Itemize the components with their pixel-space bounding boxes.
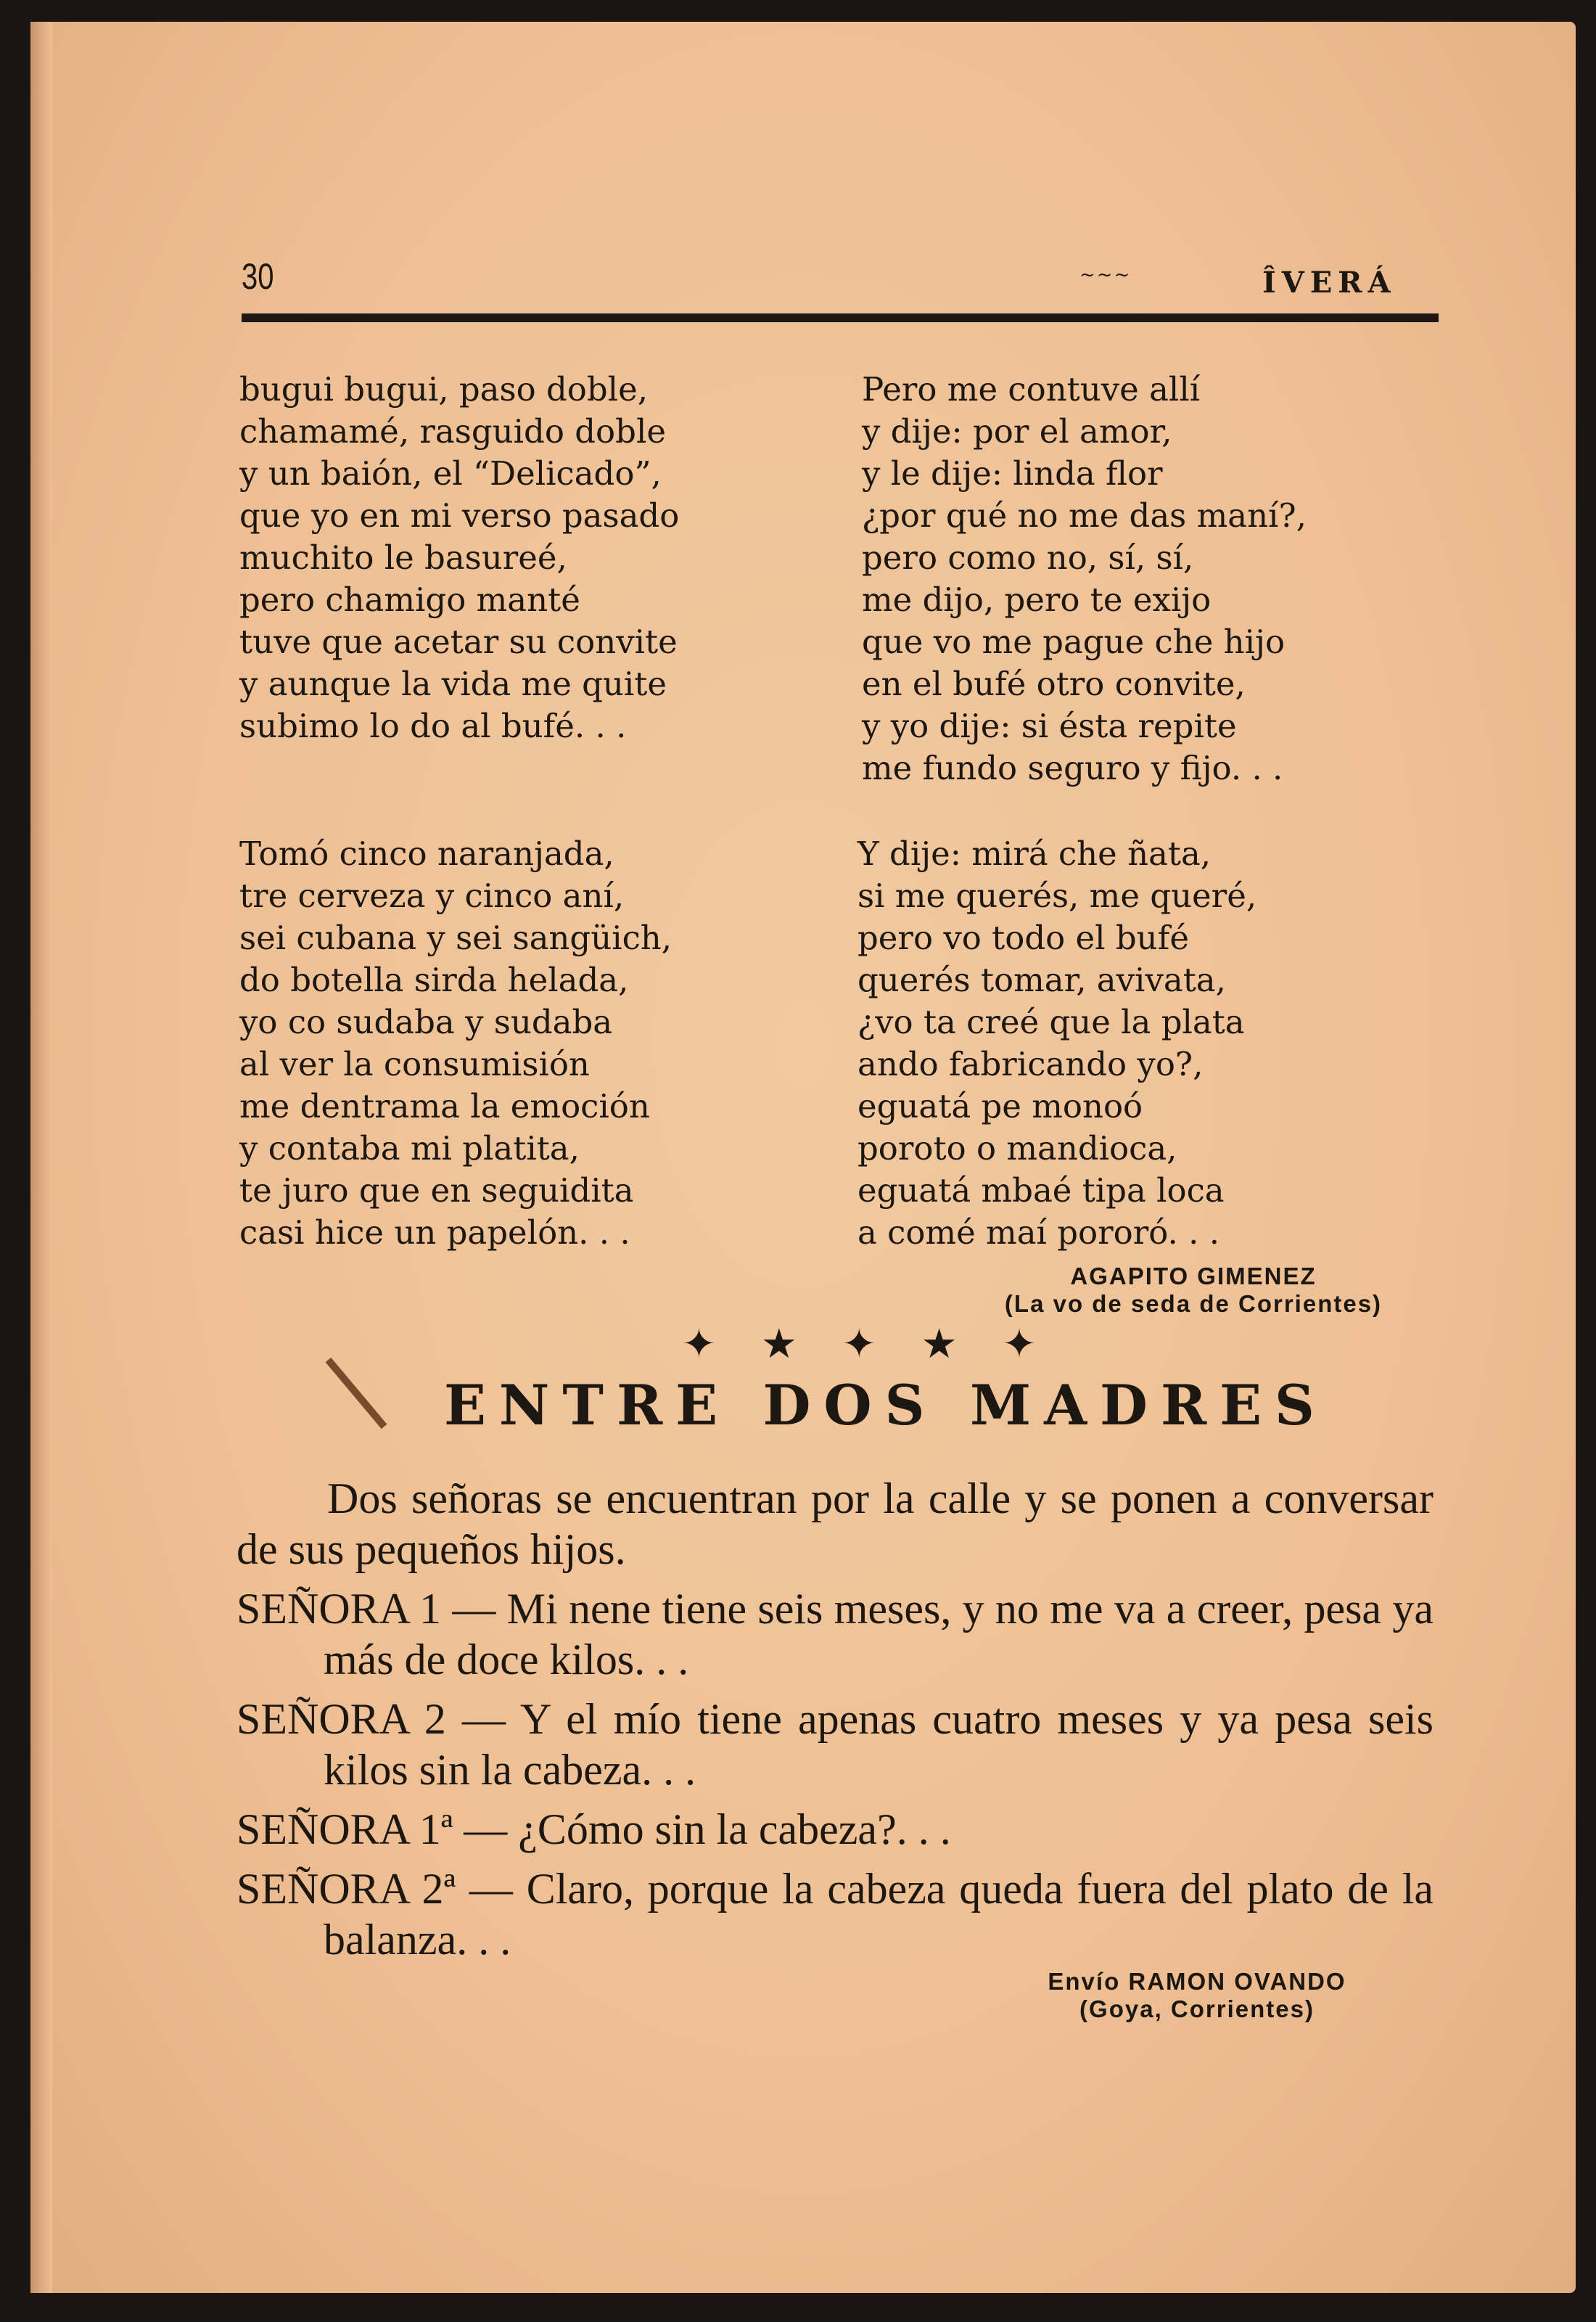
- poem-line: Pero me contuve allí: [862, 370, 1201, 409]
- poem-line: y le dije: linda flor: [862, 454, 1163, 493]
- poem-line: querés tomar, avivata,: [857, 961, 1226, 999]
- poem-line: ando fabricando yo?,: [857, 1045, 1204, 1083]
- poem-line: tuve que acetar su convite: [239, 623, 678, 661]
- dialogue-line: SEÑORA 2ª — Claro, porque la cabeza queda fuera del plato de la balanza. . .: [236, 1865, 1433, 1964]
- poem-left-stanza-1: [239, 369, 679, 747]
- poem-line: sei cubana y sei sangüich,: [239, 919, 672, 957]
- poem-line: y yo dije: si ésta repite: [862, 707, 1237, 745]
- poem-line: pero chamigo manté: [239, 580, 580, 619]
- poem-line: muchito le basureé,: [239, 538, 567, 577]
- poem-line: en el bufé otro convite,: [862, 665, 1246, 703]
- poem-line: me fundo seguro y fijo. . .: [862, 749, 1283, 787]
- credit-name: Envío RAMON OVANDO: [1048, 1968, 1346, 1995]
- poem-line: ¿vo ta creé que la plata: [857, 1003, 1245, 1041]
- article-body: [236, 1473, 1433, 1974]
- dialogue-line: SEÑORA 1ª — ¿Cómo sin la cabeza?. . .: [236, 1805, 951, 1853]
- poem-line: a comé maí pororó. . .: [857, 1213, 1220, 1252]
- poem-line: si me querés, me queré,: [857, 877, 1257, 915]
- poem-line: me dentrama la emoción: [239, 1087, 650, 1125]
- poem-line: pero como no, sí, sí,: [862, 538, 1194, 577]
- poem-author: AGAPITO GIMENEZ: [1070, 1263, 1317, 1289]
- poem-line: chamamé, rasguido doble: [239, 412, 666, 451]
- poem-left-stanza-2: [239, 833, 672, 1254]
- poem-right-stanza-1: [862, 369, 1307, 789]
- poem-author-note: (La vo de seda de Corrientes): [1004, 1290, 1383, 1317]
- article-intro: Dos señoras se encuentran por la calle y se ponen a conversar de sus pequeños hijos.: [236, 1474, 1433, 1573]
- poem-line: te juro que en seguidita: [239, 1171, 634, 1210]
- masthead: ÎVERÁ: [1262, 266, 1396, 300]
- dialogue-line: SEÑORA 1 — Mi nene tiene seis meses, y no me va a creer, pesa ya más de doce kilos. . .: [236, 1585, 1433, 1683]
- dialogue-line: SEÑORA 2 — Y el mío tiene apenas cuatro meses y ya pesa seis kilos sin la cabeza. . .: [236, 1695, 1433, 1794]
- poem-byline: [958, 1263, 1429, 1318]
- header-rule: [242, 313, 1439, 322]
- poem-right-stanza-2: [857, 833, 1256, 1254]
- header-ornament: ~~~: [1079, 264, 1132, 286]
- poem-line: y dije: por el amor,: [862, 412, 1172, 451]
- poem-line: bugui bugui, paso doble,: [239, 370, 649, 409]
- poem-line: eguatá pe monoó: [857, 1087, 1143, 1125]
- poem-line: al ver la consumisión: [239, 1045, 590, 1083]
- poem-line: do botella sirda helada,: [239, 961, 629, 999]
- poem-line: Tomó cinco naranjada,: [239, 834, 614, 873]
- poem-line: y aunque la vida me quite: [239, 665, 667, 703]
- poem-line: me dijo, pero te exijo: [862, 580, 1212, 619]
- poem-line: Y dije: mirá che ñata,: [857, 834, 1212, 873]
- poem-line: que yo en mi verso pasado: [239, 496, 680, 535]
- poem-line: y un baión, el “Delicado”,: [239, 454, 662, 493]
- poem-line: eguatá mbaé tipa loca: [857, 1171, 1225, 1210]
- poem-line: poroto o mandioca,: [857, 1129, 1177, 1168]
- poem-line: yo co sudaba y sudaba: [239, 1003, 613, 1041]
- page-number: 30: [242, 256, 274, 297]
- poem-line: casi hice un papelón. . .: [239, 1213, 630, 1252]
- poem-line: ¿por qué no me das maní?,: [862, 496, 1307, 535]
- article-credit: [965, 1968, 1429, 2023]
- star-separator: ✦ ★ ✦ ★ ✦: [682, 1321, 1053, 1368]
- poem-line: pero vo todo el bufé: [857, 919, 1189, 957]
- poem-line: subimo lo do al bufé. . .: [239, 707, 627, 745]
- poem-line: que vo me pague che hijo: [862, 623, 1286, 661]
- poem-line: tre cerveza y cinco aní,: [239, 877, 625, 915]
- poem-line: y contaba mi platita,: [239, 1129, 580, 1168]
- page-edge: [30, 22, 52, 2293]
- article-title: ENTRE DOS MADRES: [444, 1373, 1328, 1437]
- credit-note: (Goya, Corrientes): [1079, 1995, 1315, 2022]
